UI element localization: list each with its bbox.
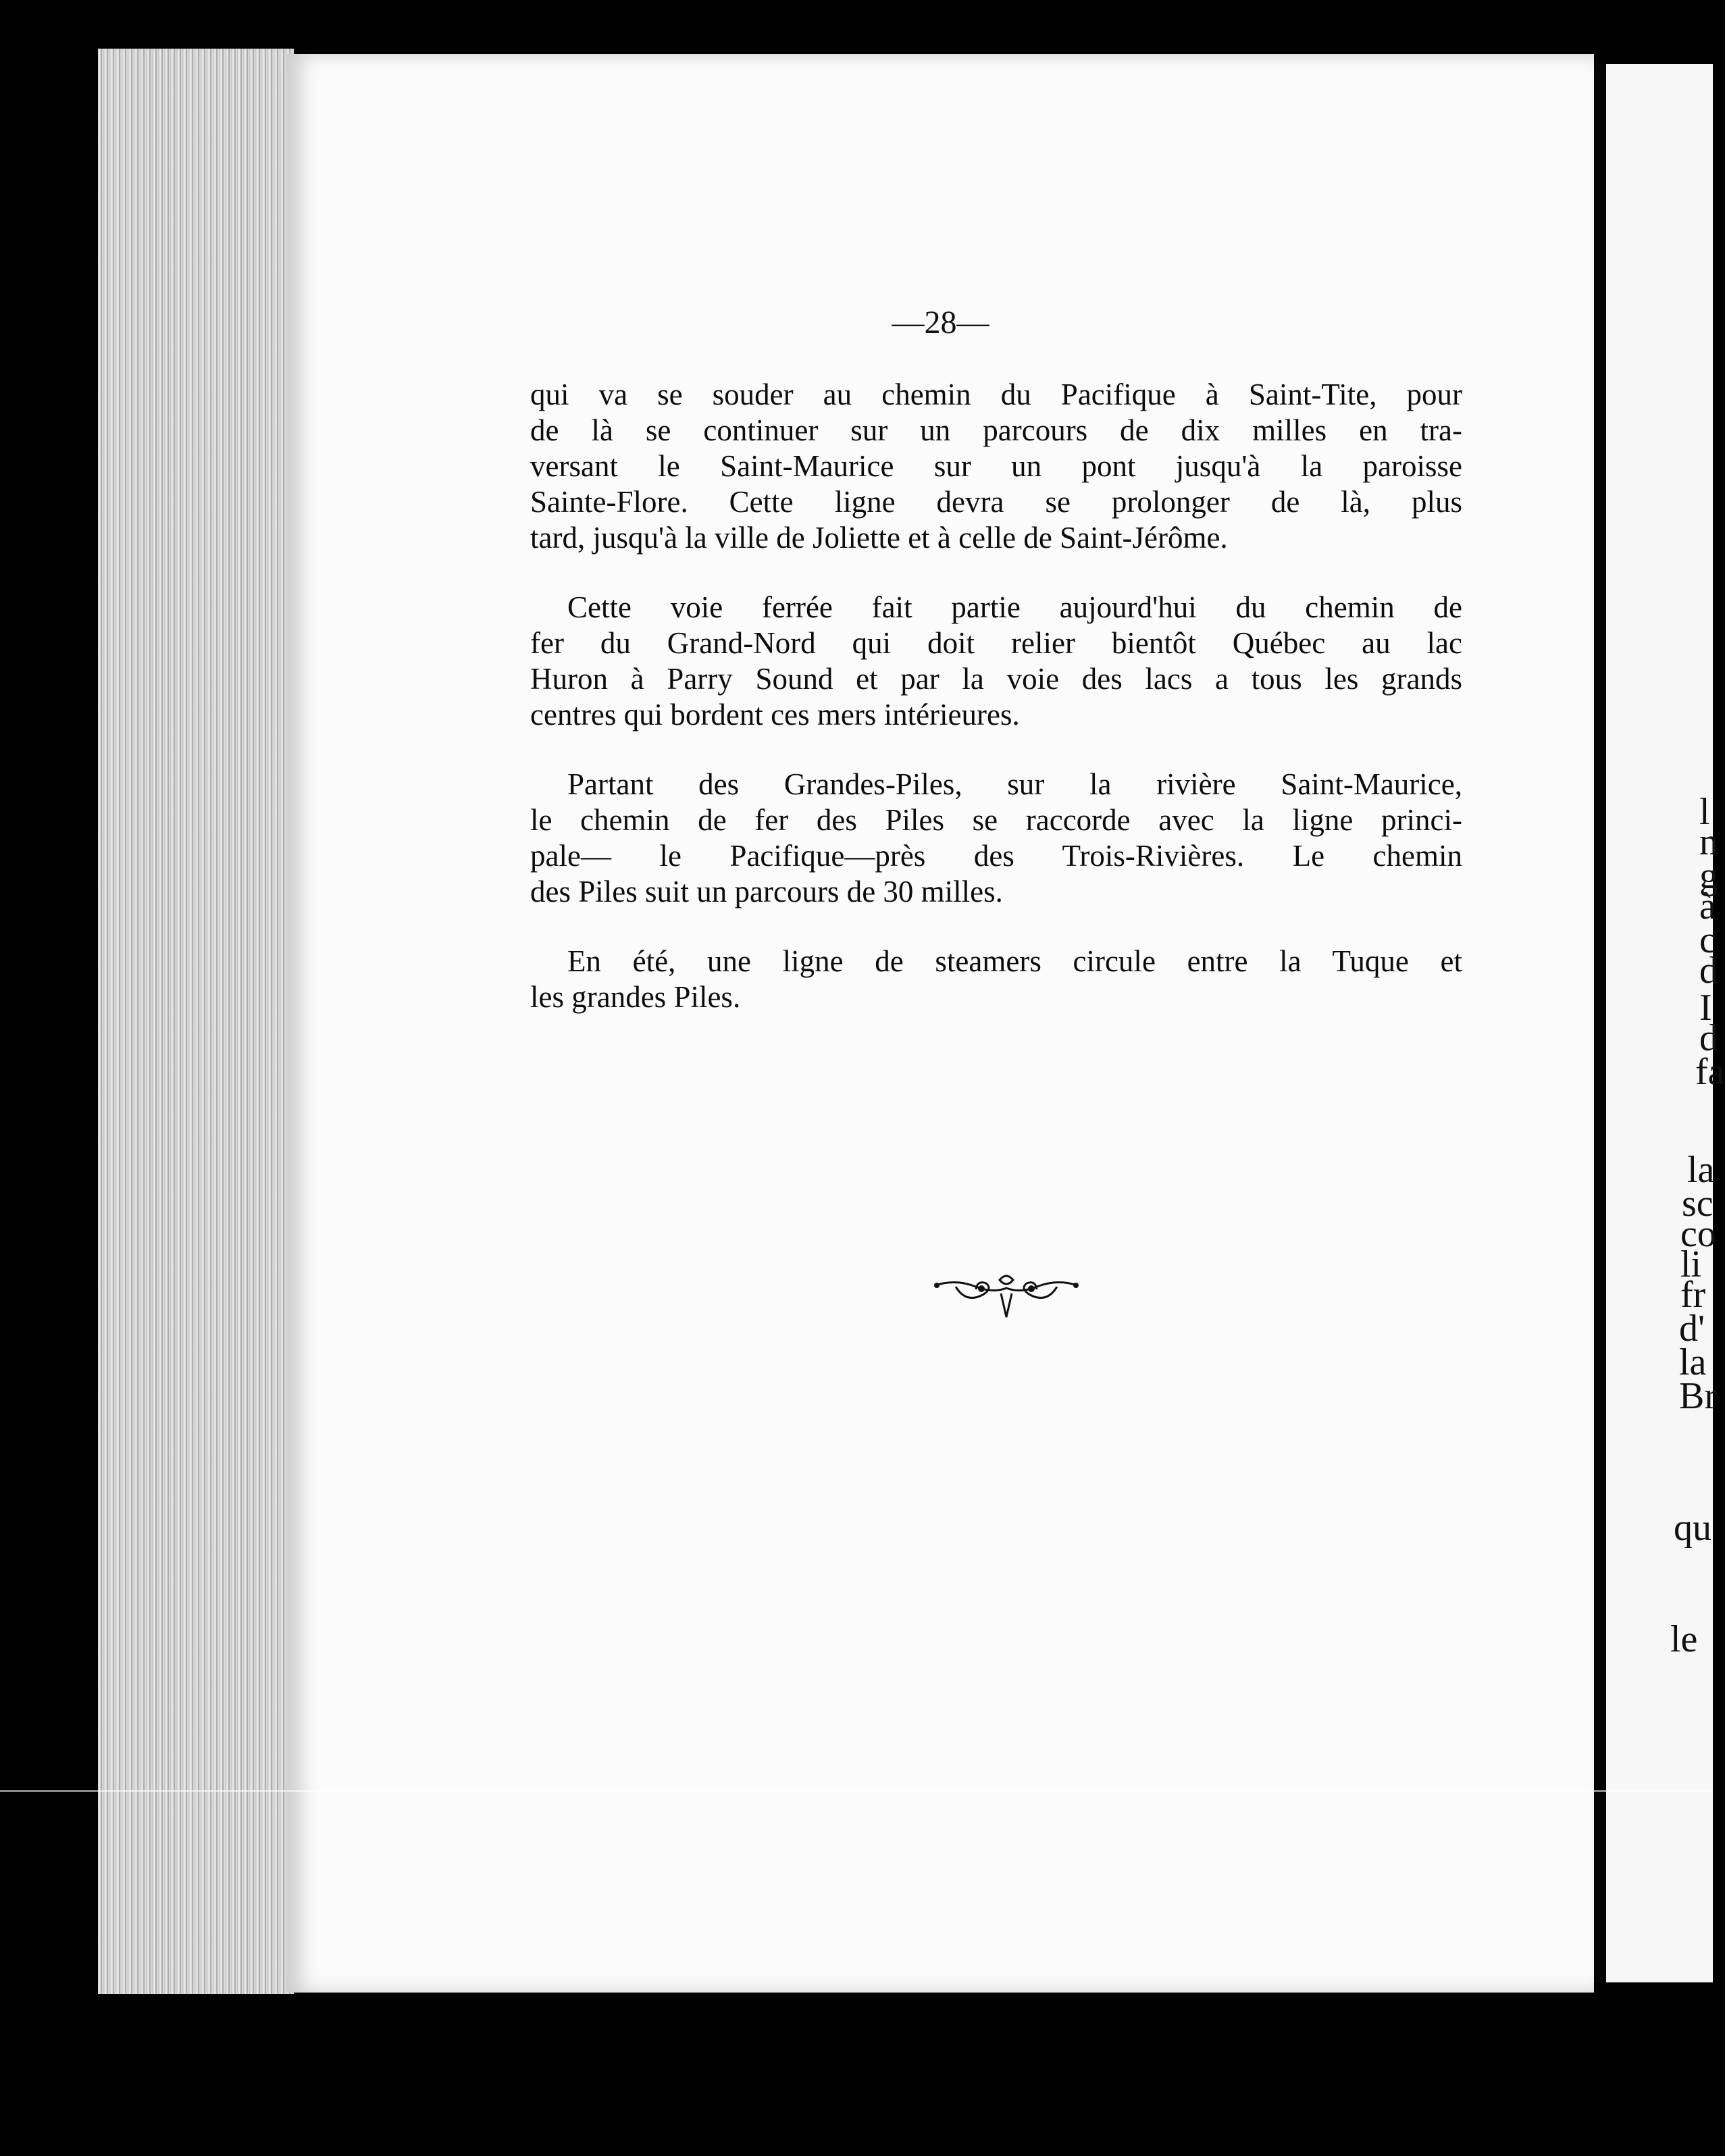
paragraph: [530, 590, 1462, 733]
text-line: les grandes Piles.: [530, 980, 741, 1014]
paragraph: [530, 767, 1462, 910]
page-edges: [98, 49, 294, 1994]
text-line: Huron à Parry Sound et par la voie des lacs a tous les grands: [530, 662, 1462, 696]
facing-page-edge: [1606, 64, 1725, 1982]
facing-page-fragment: le: [1670, 1618, 1698, 1660]
text-line: En été, une ligne de steamers circule entre la Tuque et: [567, 944, 1462, 978]
facing-page-fragment: d: [1699, 1017, 1718, 1059]
facing-page-fragment: li: [1680, 1243, 1702, 1285]
facing-page-fragment: la: [1687, 1149, 1715, 1191]
facing-page-fragment: fa: [1695, 1051, 1725, 1093]
book-page: [287, 54, 1594, 1993]
text-line: Cette voie ferrée fait partie aujourd'hui du chemin de: [567, 590, 1462, 624]
text-line: fer du Grand-Nord qui doit relier bientôt Québec au lac: [530, 626, 1462, 660]
text-line: de là se continuer sur un parcours de dix milles en tra-: [530, 413, 1462, 447]
facing-page-fragment: n: [1699, 821, 1718, 863]
facing-page-fragment: Br: [1679, 1375, 1717, 1417]
facing-page-fragment: l: [1699, 791, 1710, 833]
body-text: [530, 377, 1462, 1049]
facing-page-fragment: c: [1699, 919, 1716, 961]
facing-page-fragment: g: [1699, 855, 1718, 897]
page-number: —28—: [892, 305, 989, 340]
text-line: Sainte-Flore. Cette ligne devra se prolonger de là, plus: [530, 485, 1462, 519]
text-line: le chemin de fer des Piles se raccorde avec la ligne princi-: [530, 803, 1462, 837]
facing-page-fragment: d': [1679, 1308, 1705, 1350]
facing-page-fragment: la: [1679, 1341, 1707, 1383]
text-line: des Piles suit un parcours de 30 milles.: [530, 875, 1003, 908]
facing-page-fragment: fr: [1680, 1274, 1706, 1316]
paragraph: [530, 944, 1462, 1015]
text-line: versant le Saint-Maurice sur un pont jusqu'à la paroisse: [530, 449, 1462, 483]
book-spine: [1594, 64, 1606, 1982]
text-line: tard, jusqu'à la ville de Joliette et à celle de Saint-Jérôme.: [530, 521, 1228, 555]
text-line: pale— le Pacifique—près des Trois-Rivières. Le chemin: [530, 839, 1462, 873]
text-line: centres qui bordent ces mers intérieures.: [530, 698, 1020, 732]
facing-page-fragment: qu: [1674, 1507, 1711, 1549]
facing-page-fragment: d: [1699, 950, 1718, 992]
facing-page-fragment: I: [1699, 987, 1712, 1029]
facing-page-fragment: co: [1680, 1213, 1716, 1255]
scan-artifact-line: [0, 1790, 1713, 1792]
text-line: Partant des Grandes-Piles, sur la rivière Saint-Maurice,: [567, 767, 1462, 801]
facing-page-fragment: à: [1699, 886, 1716, 927]
text-line: qui va se souder au chemin du Pacifique à Saint-Tite, pour: [530, 378, 1462, 411]
scroll-ornament-icon: [929, 1266, 1084, 1327]
facing-page-fragment: sc: [1682, 1183, 1714, 1225]
paragraph: [530, 377, 1462, 556]
